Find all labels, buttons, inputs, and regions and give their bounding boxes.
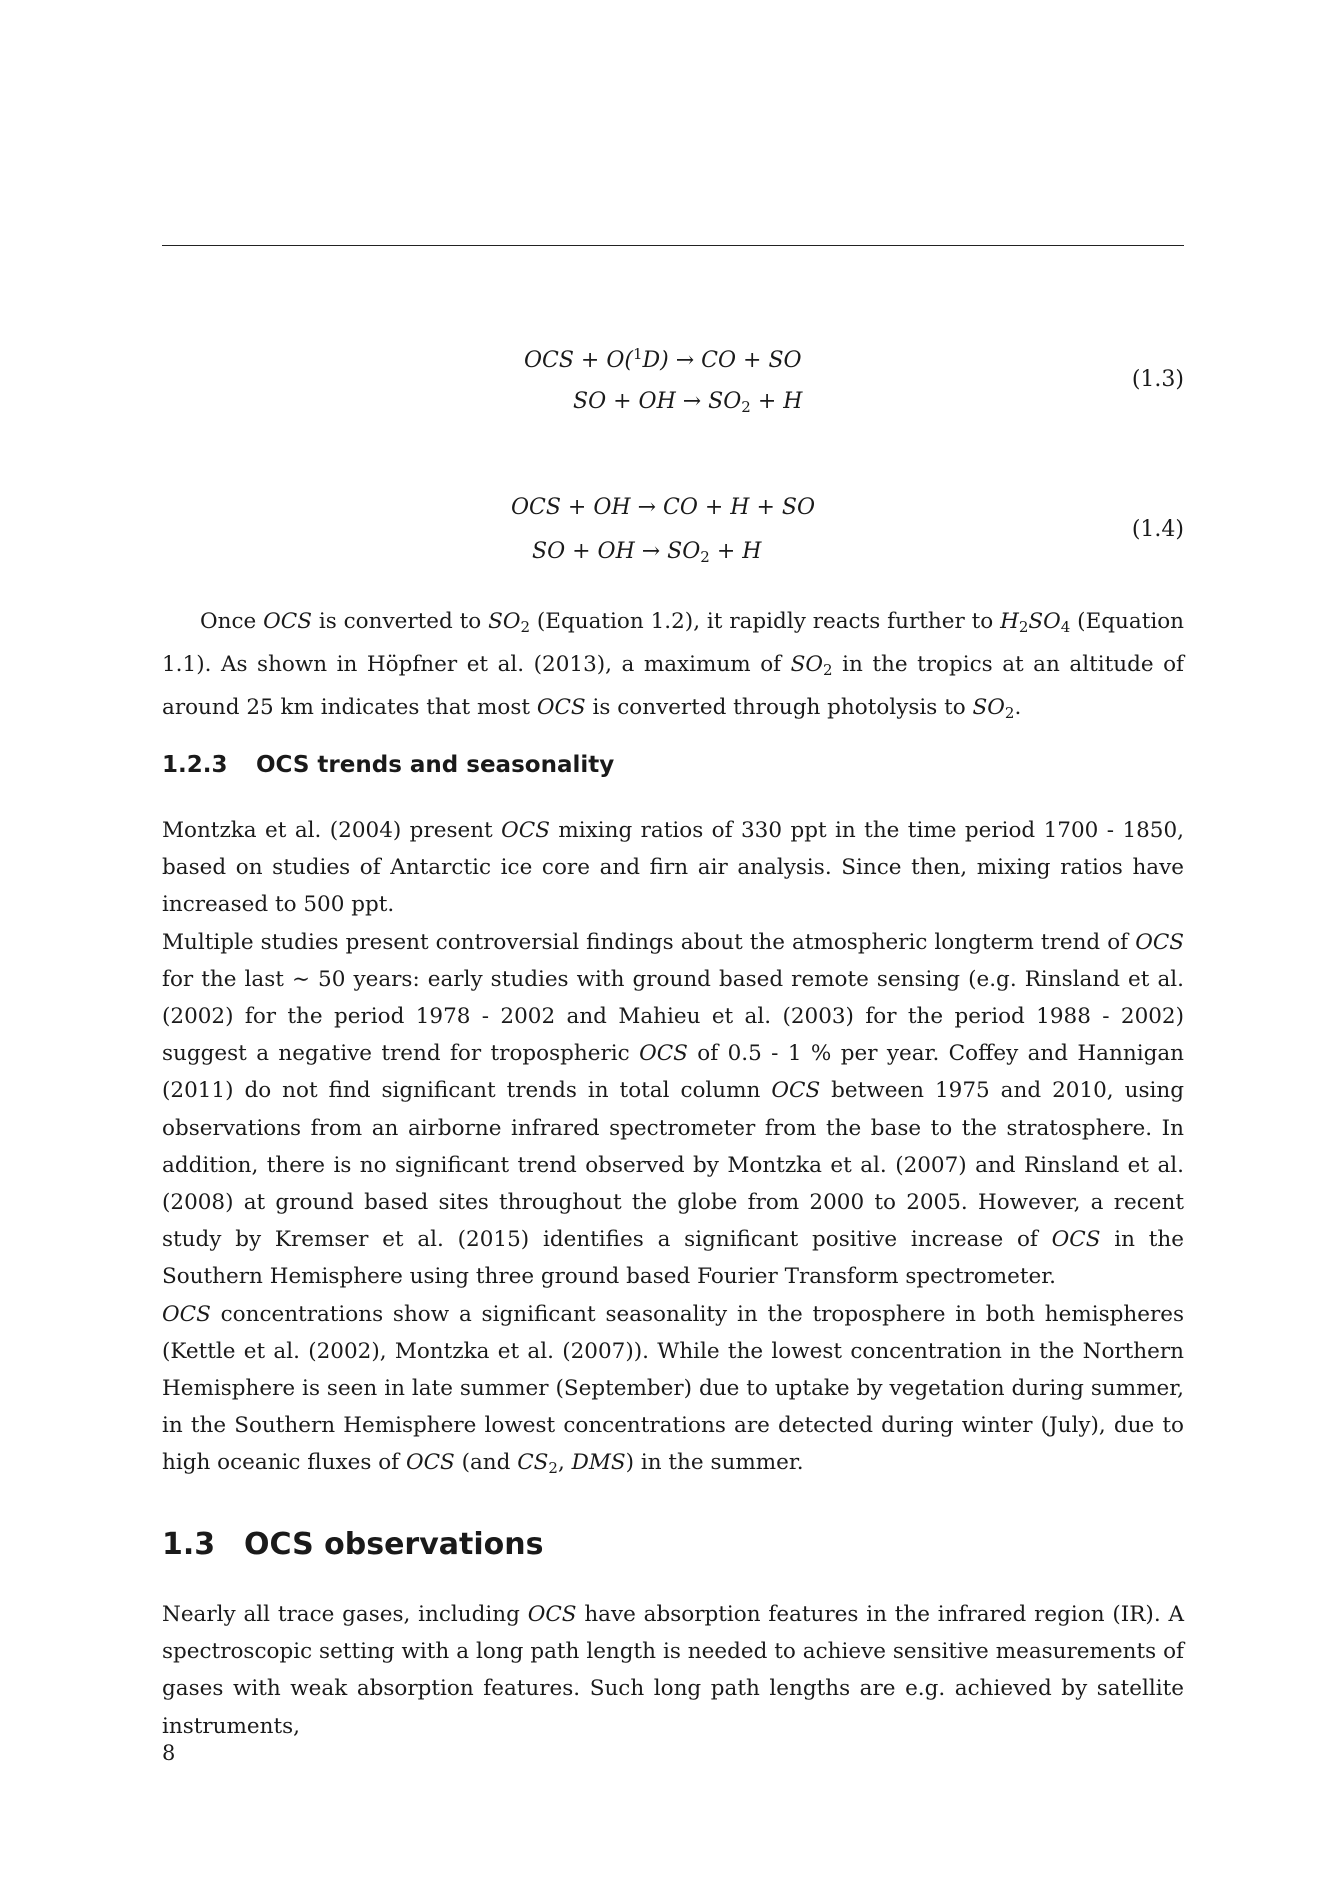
paragraph-trends-2: Multiple studies present controversial findings about the atmospheric longterm trend of OCS for the last ∼ 50 years: early studies with ground based remote sensing (e.g. Rinsland et al. (2002) for the period 1978 - 2002 and Mahieu et al. (2003) for the period 1988 - 2002) suggest a negative trend for tropospheric OCS of 0.5 - 1 % per year. Coffey and Hannigan (2011) do not find significant trends in total column OCS between 1975 and 2010, using observations from an airborne infrared spectrometer from the base to the stratosphere. In addition, there is no significant trend observed by Montzka et al. (2007) and Rinsland et al. (2008) at ground based sites throughout the globe from 2000 to 2005. However, a recent study by Kremser et al. (2015) identifies a significant positive increase of OCS in the Southern Hemisphere using three ground based Fourier Transform spectrometer. xyxy=(162,929,1185,1290)
paragraph-intro: Once OCS is converted to $SO_2$ (Equation 1.2), it rapidly reacts further to $H_2SO_4$ (Equation 1.1). As shown in Höpfner et al. (2013), a maximum of $SO_2$ in the tropics at an altitude of around 25 km indicates that most OCS is converted through photolysis to $SO_2$. xyxy=(162,609,1185,723)
equation-number: (1.3) xyxy=(1131,367,1184,392)
equation-1-4 xyxy=(162,495,1184,585)
section-title: OCS trends and seasonality xyxy=(256,752,615,778)
equation-line: SO + OH → $SO_2 + H$ xyxy=(532,539,762,566)
equation-line: OCS + O($^1$D) → CO + SO xyxy=(524,345,802,373)
equation-line: SO + OH → $SO_2 + H$ xyxy=(573,389,803,416)
section-number: 1.2.3 xyxy=(162,752,228,778)
section-heading-1-2-3 xyxy=(162,752,614,778)
paragraph-trends-3: OCS concentrations show a significant seasonality in the troposphere in both hemispheres (Kettle et al. (2002), Montzka et al. (2007)). While the lowest concentration in the Northern Hemisphere is seen in late summer (September) due to uptake by vegetation during summer, in the Southern Hemisphere lowest concentrations are detected during winter (July), due to high oceanic fluxes of OCS (and $CS_2$, DMS) in the summer. xyxy=(162,1301,1184,1478)
paragraph-trends-1: Montzka et al. (2004) present OCS mixing ratios of 330 ppt in the time period 1700 - 1850, based on studies of Antarctic ice core and firn air analysis. Since then, mixing ratios have increased to 500 ppt. xyxy=(162,818,1184,918)
section-number: 1.3 xyxy=(162,1527,216,1562)
section-body-trends xyxy=(162,812,1184,1488)
section-heading-1-3 xyxy=(162,1527,543,1562)
section-title: OCS observations xyxy=(244,1527,544,1562)
equation-number: (1.4) xyxy=(1131,517,1184,542)
page-number: 8 xyxy=(162,1741,176,1765)
equation-line: OCS + OH → CO + H + SO xyxy=(511,495,816,520)
paragraph-observations: Nearly all trace gases, including OCS have absorption features in the infrared region (IR). A spectroscopic setting with a long path length is needed to achieve sensitive measurements of gases with weak absorption features. Such long path lengths are e.g. achieved by satellite instruments, xyxy=(162,1602,1184,1739)
header-rule xyxy=(162,245,1184,246)
equation-1-3 xyxy=(162,345,1184,435)
